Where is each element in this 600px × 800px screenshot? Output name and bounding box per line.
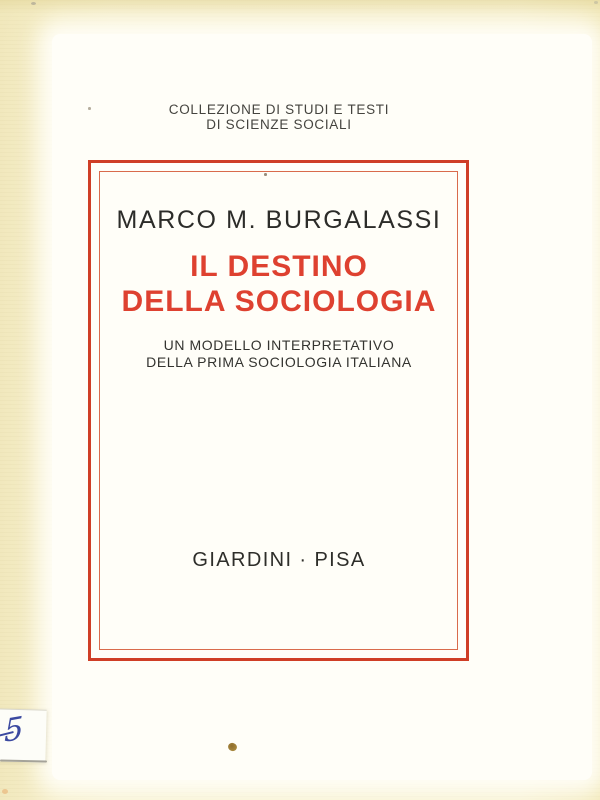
book-title-line1: IL DESTINO <box>190 250 368 283</box>
ink-dot <box>264 173 267 176</box>
handwritten-mark: 5 <box>4 710 24 750</box>
author-name: MARCO M. BURGALASSI <box>116 206 442 234</box>
scan-speck <box>594 1 598 4</box>
book-subtitle-line1: UN MODELLO INTERPRETATIVO <box>163 337 395 353</box>
book-subtitle <box>88 337 470 370</box>
red-frame-outer <box>88 160 469 661</box>
scan-speck <box>31 2 36 5</box>
series-title-line2: DI SCIENZE SOCIALI <box>206 117 352 132</box>
publisher-imprint: GIARDINI · PISA <box>192 549 366 571</box>
book-subtitle-line2: DELLA PRIMA SOCIOLOGIA ITALIANA <box>146 353 412 370</box>
red-frame-inner <box>99 171 458 650</box>
corner-stain <box>2 789 8 794</box>
ink-dot <box>88 107 91 110</box>
book-title <box>88 249 470 319</box>
book-title-line2: DELLA SOCIOLOGIA <box>121 285 437 318</box>
series-title <box>88 102 470 132</box>
series-title-line1: COLLEZIONE DI STUDI E TESTI <box>168 102 390 117</box>
